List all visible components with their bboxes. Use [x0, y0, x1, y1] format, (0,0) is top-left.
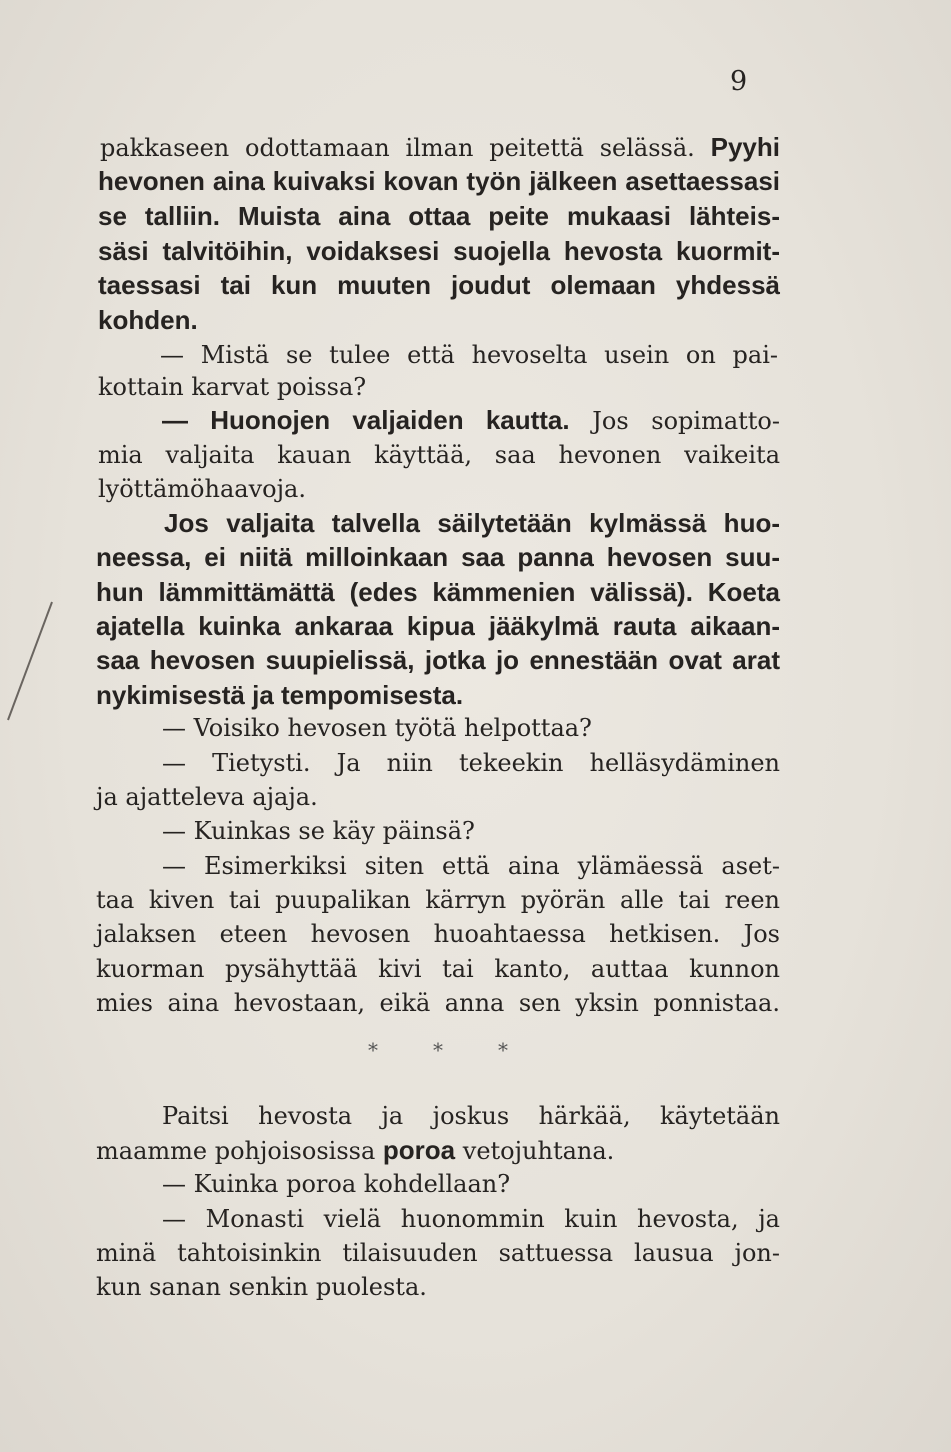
text-line — [162, 405, 780, 436]
text-line: jalaksen eteen hevosen huoahtaessa hetkisen. Jos — [96, 920, 780, 948]
bold-text-span: poroa — [382, 1135, 456, 1165]
text-line: lyöttämöhaavoja. — [98, 475, 306, 503]
text-line — [96, 1135, 614, 1166]
text-line: kun sanan senkin puolesta. — [96, 1273, 427, 1301]
text-line: taa kiven tai puupalikan kärryn pyörän alle tai reen — [96, 886, 780, 914]
text-line: se talliin. Muista aina ottaa peite mukaasi lähteis- — [98, 201, 780, 231]
text-line: kottain karvat poissa? — [98, 373, 367, 401]
text-line: ja ajatteleva ajaja. — [96, 783, 318, 811]
text-line: säsi talvitöihin, voidaksesi suojella hevosta kuormit- — [98, 236, 780, 266]
text-span: vetojuhtana. — [455, 1137, 615, 1165]
text-line: minä tahtoisinkin tilaisuuden sattuessa lausua jon- — [96, 1239, 780, 1267]
text-line: hun lämmittämättä (edes kämmenien välissä). Koeta — [96, 577, 780, 607]
asterisk: * — [433, 1038, 443, 1062]
text-line: hevonen aina kuivaksi kovan työn jälkeen asettaessasi — [98, 166, 780, 196]
text-line: — Tietysti. Ja niin tekeekin helläsydäminen — [162, 749, 780, 777]
text-line: — Esimerkiksi siten että aina ylämäessä aset- — [162, 852, 780, 880]
bold-text-span: Pyyhi — [710, 132, 780, 162]
text-line: — Voisiko hevosen työtä helpottaa? — [162, 714, 592, 742]
asterisk: * — [498, 1038, 508, 1062]
text-line: Paitsi hevosta ja joskus härkää, käytetään — [162, 1102, 780, 1130]
asterisk: * — [368, 1038, 378, 1062]
text-line: kohden. — [98, 305, 198, 335]
text-line: mia valjaita kauan käyttää, saa hevonen vaikeita — [98, 441, 780, 469]
text-line: ajatella kuinka ankaraa kipua jääkylmä rauta aikaan- — [96, 611, 780, 641]
bold-text-span: — Huonojen valjaiden kautta. — [162, 405, 570, 435]
text-line: neessa, ei niitä milloinkaan saa panna hevosen suu- — [96, 542, 780, 572]
text-span: maamme pohjoisosissa — [96, 1137, 383, 1165]
text-line: — Mistä se tulee että hevoselta usein on pai- — [160, 341, 778, 369]
text-line: — Monasti vielä huonommin kuin hevosta, ja — [162, 1205, 780, 1233]
page-number: 9 — [730, 66, 749, 97]
text-line: taessasi tai kun muuten joudut olemaan yhdessä — [98, 270, 780, 300]
paper-crease-mark — [0, 598, 60, 728]
text-span: Jos sopimatto- — [569, 407, 780, 435]
text-line: Jos valjaita talvella säilytetään kylmässä huo- — [164, 508, 780, 538]
text-line: mies aina hevostaan, eikä anna sen yksin ponnistaa. — [96, 989, 780, 1017]
section-separator — [368, 1038, 508, 1062]
text-line: kuorman pysähyttää kivi tai kanto, auttaa kunnon — [96, 955, 780, 983]
text-line: — Kuinkas se käy päinsä? — [162, 817, 475, 845]
text-line: saa hevosen suupielissä, jotka jo ennestään ovat arat — [96, 645, 780, 675]
text-line — [100, 132, 780, 163]
text-line: nykimisestä ja tempomisesta. — [96, 680, 464, 710]
text-span: pakkaseen odottamaan ilman peitettä selässä. — [100, 134, 711, 162]
text-line: — Kuinka poroa kohdellaan? — [162, 1170, 511, 1198]
